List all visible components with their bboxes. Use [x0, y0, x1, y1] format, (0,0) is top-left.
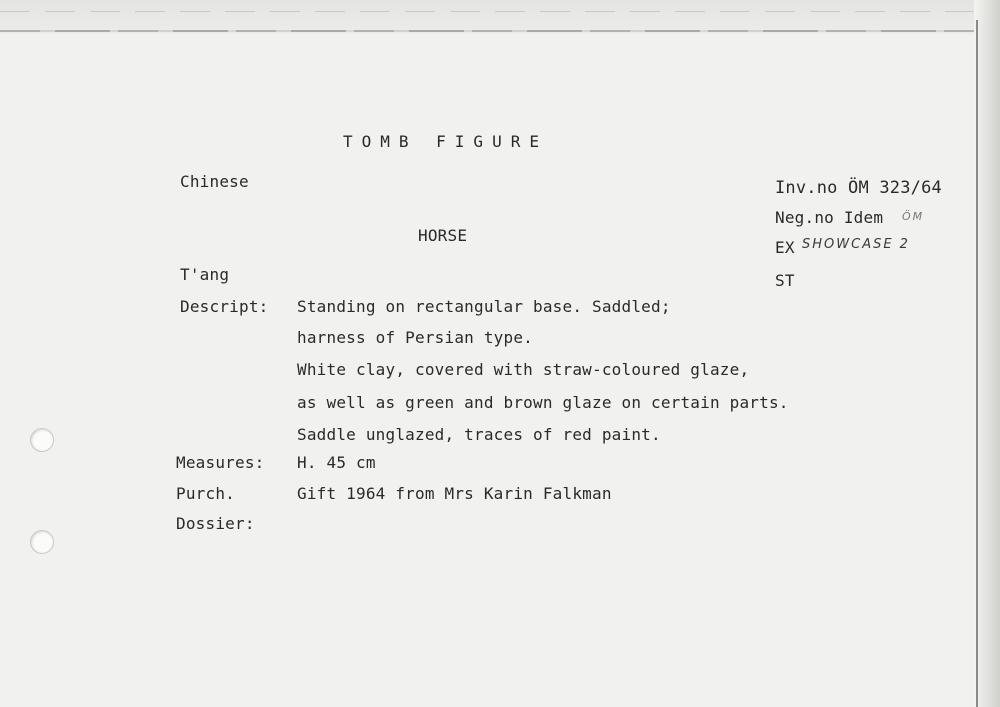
descript-line: Saddle unglazed, traces of red paint.	[297, 425, 661, 444]
descript-line: harness of Persian type.	[297, 328, 533, 347]
st-label: ST	[775, 271, 795, 290]
inventory-number: Inv.no ÖM 323/64	[775, 178, 942, 198]
subject-label: HORSE	[418, 226, 468, 245]
field-label-descript: Descript:	[180, 297, 269, 316]
purch-value: Gift 1964 from Mrs Karin Falkman	[297, 484, 612, 503]
negative-number: Neg.no Idem	[775, 208, 884, 227]
field-label-measures: Measures:	[176, 453, 265, 472]
ex-label: EX	[775, 238, 795, 257]
top-faint-line	[0, 11, 980, 12]
punch-hole-bottom	[30, 530, 54, 554]
card-right-edge-line	[976, 20, 978, 707]
field-label-dossier: Dossier:	[176, 514, 255, 533]
top-divider	[0, 30, 980, 32]
ex-handwritten: SHOWCASE 2	[802, 237, 910, 252]
measures-value: H. 45 cm	[297, 453, 376, 472]
descript-line: as well as green and brown glaze on certain parts.	[297, 393, 789, 412]
field-label-purch: Purch.	[176, 484, 235, 503]
top-strip	[0, 0, 1000, 34]
card-title: TOMB FIGURE	[343, 132, 548, 151]
negative-number-handwritten: ÖM	[902, 210, 925, 223]
descript-line: White clay, covered with straw-coloured glaze,	[297, 360, 750, 379]
descript-line: Standing on rectangular base. Saddled;	[297, 297, 671, 316]
period-label: T'ang	[180, 265, 230, 284]
origin-label: Chinese	[180, 172, 249, 191]
punch-hole-top	[30, 428, 54, 452]
